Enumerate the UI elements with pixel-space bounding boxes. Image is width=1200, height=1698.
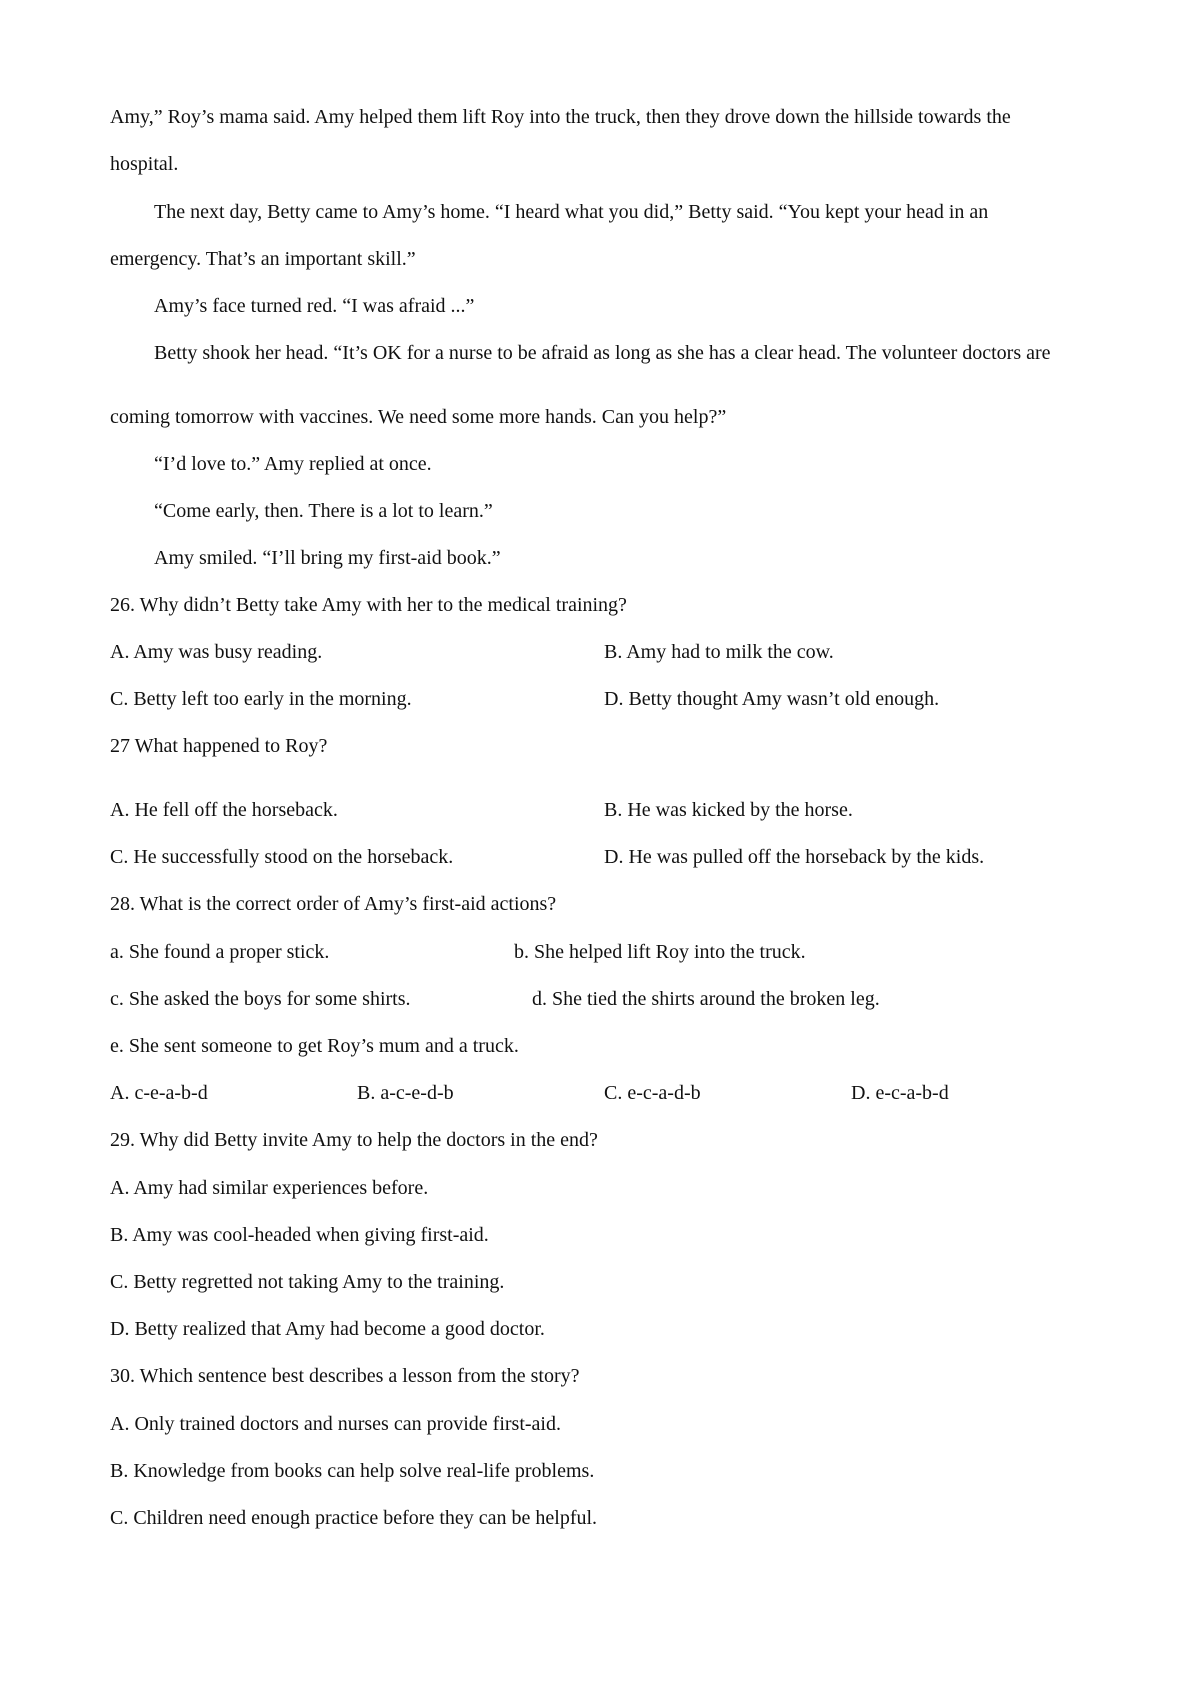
option-30-c: C. Children need enough practice before they can be helpful.	[110, 1507, 598, 1529]
action-item-a: a. She found a proper stick.	[110, 941, 330, 963]
question-30-stem: 30. Which sentence best describes a lesson from the story?	[110, 1365, 580, 1387]
story-line: Amy smiled. “I’ll bring my first-aid book.”	[154, 547, 501, 569]
option-30-b: B. Knowledge from books can help solve real-life problems.	[110, 1460, 595, 1482]
story-line: emergency. That’s an important skill.”	[110, 248, 416, 270]
question-29-stem: 29. Why did Betty invite Amy to help the doctors in the end?	[110, 1129, 598, 1151]
story-line: The next day, Betty came to Amy’s home. “I heard what you did,” Betty said. “You kept your head in an	[154, 201, 989, 223]
option-29-d: D. Betty realized that Amy had become a good doctor.	[110, 1318, 545, 1340]
option-26-d: D. Betty thought Amy wasn’t old enough.	[604, 688, 940, 710]
action-item-d: d. She tied the shirts around the broken leg.	[532, 988, 880, 1010]
option-26-c: C. Betty left too early in the morning.	[110, 688, 412, 710]
action-item-b: b. She helped lift Roy into the truck.	[514, 941, 806, 963]
option-28-a: A. c-e-a-b-d	[110, 1082, 208, 1104]
option-29-a: A. Amy had similar experiences before.	[110, 1177, 429, 1199]
option-28-d: D. e-c-a-b-d	[851, 1082, 949, 1104]
question-27-stem: 27 What happened to Roy?	[110, 735, 328, 757]
story-line: Amy,” Roy’s mama said. Amy helped them lift Roy into the truck, then they drove down the hillside towards the	[110, 106, 1011, 128]
story-line: hospital.	[110, 153, 179, 175]
question-28-stem: 28. What is the correct order of Amy’s first-aid actions?	[110, 893, 557, 915]
option-29-b: B. Amy was cool-headed when giving first-aid.	[110, 1224, 489, 1246]
story-line: Betty shook her head. “It’s OK for a nurse to be afraid as long as she has a clear head. The volunteer doctors are	[154, 342, 1051, 364]
option-27-b: B. He was kicked by the horse.	[604, 799, 853, 821]
story-line: Amy’s face turned red. “I was afraid ...”	[154, 295, 475, 317]
action-item-c: c. She asked the boys for some shirts.	[110, 988, 411, 1010]
story-line: “Come early, then. There is a lot to learn.”	[154, 500, 493, 522]
option-27-c: C. He successfully stood on the horseback.	[110, 846, 454, 868]
story-line: “I’d love to.” Amy replied at once.	[154, 453, 432, 475]
option-26-b: B. Amy had to milk the cow.	[604, 641, 834, 663]
action-item-e: e. She sent someone to get Roy’s mum and a truck.	[110, 1035, 519, 1057]
option-27-a: A. He fell off the horseback.	[110, 799, 338, 821]
option-27-d: D. He was pulled off the horseback by the kids.	[604, 846, 985, 868]
option-28-b: B. a-c-e-d-b	[357, 1082, 454, 1104]
question-26-stem: 26. Why didn’t Betty take Amy with her to the medical training?	[110, 594, 627, 616]
story-line: coming tomorrow with vaccines. We need some more hands. Can you help?”	[110, 406, 727, 428]
option-26-a: A. Amy was busy reading.	[110, 641, 323, 663]
option-28-c: C. e-c-a-d-b	[604, 1082, 701, 1104]
option-30-a: A. Only trained doctors and nurses can provide first-aid.	[110, 1413, 561, 1435]
option-29-c: C. Betty regretted not taking Amy to the training.	[110, 1271, 505, 1293]
